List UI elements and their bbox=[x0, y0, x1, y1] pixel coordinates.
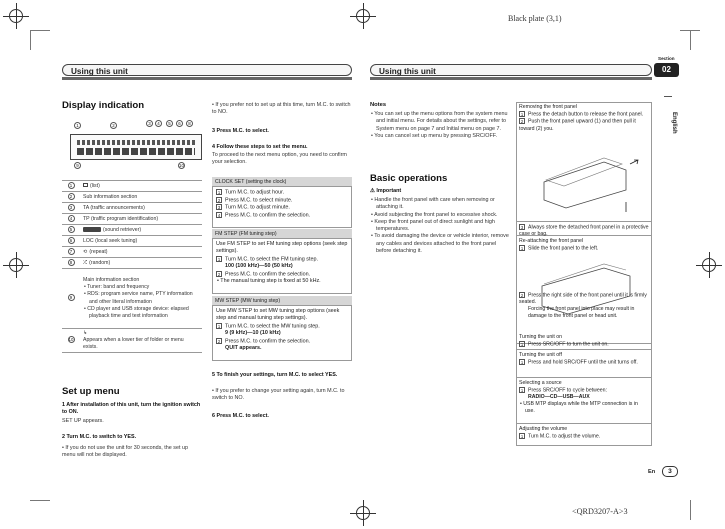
setup-step-4: 4 Follow these steps to set the menu. bbox=[212, 144, 308, 150]
registration-mark-top-left bbox=[3, 3, 29, 29]
callout-5: 5 bbox=[166, 120, 173, 128]
volume-section: Adjusting the volume 1 Turn M.C. to adjust the volume. bbox=[519, 426, 601, 440]
segment-row-main bbox=[77, 148, 195, 155]
plate-label: Black plate (3,1) bbox=[508, 14, 562, 23]
list-icon bbox=[83, 183, 88, 187]
important-list: • Handle the front panel with care when removing or attaching it. • Avoid subjecting the front panel to excessive shock. • Keep the front panel out of direct sunlight and high temperatures. • To avoid damaging the device or vehicle interior, remove any cables and devices attached to the front panel before detaching it. bbox=[371, 197, 509, 255]
setup-step-1: 1 After installation of this unit, turn the ignition switch to ON. bbox=[62, 402, 201, 416]
registration-mark-right bbox=[696, 252, 722, 278]
turn-on-section: Turning the unit on 1 Press SRC/OFF to turn the unit on. bbox=[516, 332, 652, 350]
mw-step-title: MW STEP (MW tuning step) bbox=[212, 296, 352, 305]
crop-mark bbox=[690, 30, 691, 50]
turn-off-section: Turning the unit off 1 Press and hold SRC/OFF until the unit turns off. bbox=[516, 350, 652, 378]
reattaching-section: Re-attaching the front panel 1 Slide the front panel to the left. 2 Press the right side of the front panel until it is firmly seated. Forcing the front panel into place may result in damage to the front panel or head unit. bbox=[516, 236, 652, 344]
table-row: 8 ⤮ (random) bbox=[62, 258, 202, 269]
important-label: ⚠ Important bbox=[370, 188, 402, 194]
setup-step-5-note: • If you prefer to change your setting again, turn M.C. to switch to NO. bbox=[212, 388, 345, 402]
section-number-badge: 02 bbox=[654, 63, 679, 77]
folder-tier-icon: ↳ bbox=[83, 329, 88, 336]
page-number: 3 bbox=[662, 466, 678, 477]
crop-mark bbox=[690, 500, 691, 520]
setup-menu-title: Set up menu bbox=[62, 386, 120, 397]
segment-row-top bbox=[77, 140, 195, 145]
setup-step-5: 5 To finish your settings, turn M.C. to select YES. bbox=[212, 372, 338, 378]
repeat-icon: ⟲ bbox=[83, 248, 88, 255]
table-row: 5 (sound retriever) bbox=[62, 225, 202, 236]
fm-step-box: Use FM STEP to set FM tuning step options (seek step settings). 1 Turn M.C. to select the FM tuning step. 100 (100 kHz)—50 (50 kHz) 2 Press M.C. to confirm the selection. • The manual tuning step is fixed at 50 kHz. bbox=[212, 238, 352, 294]
registration-mark-top-center bbox=[350, 3, 376, 29]
mw-step-box: Use MW STEP to set MW tuning step options (seek step and manual tuning step settings). 1 Turn M.C. to select the MW tuning step. 9 (9 kHz)—10 (10 kHz) 2 Press M.C. to confirm the selection. QUIT appears. bbox=[212, 305, 352, 361]
display-diagram bbox=[62, 118, 202, 174]
header-right-text: Using this unit bbox=[379, 66, 436, 76]
table-row: 9 Main information section • Tuner: band and frequency • RDS: program service name, PTY information and other literal information • CD player and USB storage device: elapsed playback time and text information bbox=[62, 269, 202, 329]
sound-retriever-icon bbox=[83, 227, 101, 232]
random-icon: ⤮ bbox=[83, 259, 88, 266]
callout-4: 4 bbox=[155, 120, 162, 128]
indicator-table bbox=[62, 180, 202, 353]
callout-9: 9 bbox=[74, 162, 81, 170]
table-row: 1 (list) bbox=[62, 181, 202, 192]
registration-mark-left bbox=[3, 252, 29, 278]
basic-operations-title: Basic operations bbox=[370, 173, 448, 184]
callout-3: 3 bbox=[146, 120, 153, 128]
notes-list: • You can set up the menu options from the system menu and initial menu. For details about the settings, refer to System menu on page 7 and Initial menu on page 7. • You can cancel set up menu by pressing SRC/OFF. bbox=[371, 111, 508, 139]
callout-6: 6 bbox=[176, 120, 183, 128]
table-row: 2 Sub information section bbox=[62, 192, 202, 203]
crop-mark bbox=[30, 30, 31, 50]
setup-step-4-desc: To proceed to the next menu option, you need to confirm your selection. bbox=[212, 152, 347, 166]
setup-step-1-result: SET UP appears. bbox=[62, 418, 104, 424]
header-left-rule bbox=[62, 77, 352, 80]
callout-2: 2 bbox=[110, 122, 117, 130]
select-source-section: Selecting a source 1 Press SRC/OFF to cycle between: RADIO—CD—USB—AUX • USB MTP displays while the MTP connection is in use. bbox=[516, 378, 652, 424]
clock-set-title: CLOCK SET (setting the clock) bbox=[212, 177, 352, 186]
header-right bbox=[370, 64, 652, 76]
table-row: 3 TA (traffic announcements) bbox=[62, 203, 202, 214]
footer-language: En bbox=[648, 469, 656, 475]
store-panel-note: 3 Always store the detached front panel in a protective case or bag. bbox=[516, 222, 652, 236]
clock-set-box: 1 Turn M.C. to adjust hour. 2 Press M.C. to select minute. 3 Turn M.C. to adjust minute. 4 Press M.C. to confirm the selection. bbox=[212, 186, 352, 228]
notes-title: Notes bbox=[370, 102, 387, 108]
crop-mark bbox=[30, 500, 50, 501]
registration-mark-bottom-center bbox=[350, 500, 376, 526]
setup-no-note: • If you prefer not to set up at this time, turn M.C. to switch to NO. bbox=[212, 102, 351, 116]
fm-step-title: FM STEP (FM tuning step) bbox=[212, 229, 352, 238]
removing-section: Removing the front panel 1 Press the detach button to release the front panel. 2 Push the front panel upward (1) and then pull it toward (2) you. bbox=[516, 102, 652, 222]
header-right-rule bbox=[370, 77, 652, 80]
important-icon: ⚠ bbox=[370, 188, 377, 194]
setup-step-3: 3 Press M.C. to select. bbox=[212, 128, 269, 134]
table-row: 7 ⟲ (repeat) bbox=[62, 247, 202, 258]
table-row: 4 TP (traffic program identification) bbox=[62, 214, 202, 225]
crop-mark bbox=[30, 30, 50, 31]
side-language-label: English bbox=[671, 112, 678, 134]
setup-step-6: 6 Press M.C. to select. bbox=[212, 413, 269, 419]
header-left bbox=[62, 64, 352, 76]
section-label: Section bbox=[658, 56, 675, 61]
setup-step-2-note: • If you do not use the unit for 30 seconds, the set up menu will not be displayed. bbox=[62, 445, 188, 459]
document-code: <QRD3207-A>3 bbox=[572, 507, 628, 516]
display-indication-title: Display indication bbox=[62, 100, 145, 111]
tab-rule bbox=[664, 96, 672, 97]
header-left-text: Using this unit bbox=[71, 66, 128, 76]
front-panel-removal-illustration bbox=[534, 142, 644, 216]
callout-10: 10 bbox=[179, 163, 184, 168]
display-panel-outline bbox=[70, 134, 202, 160]
table-row: 10 ↳ Appears when a lower tier of folder or menu exists. bbox=[62, 329, 202, 353]
table-row: 6 LOC (local seek tuning) bbox=[62, 236, 202, 247]
callout-8: 8 bbox=[186, 120, 193, 128]
callout-1: 1 bbox=[74, 122, 81, 130]
setup-step-2: 2 Turn M.C. to switch to YES. bbox=[62, 434, 137, 440]
